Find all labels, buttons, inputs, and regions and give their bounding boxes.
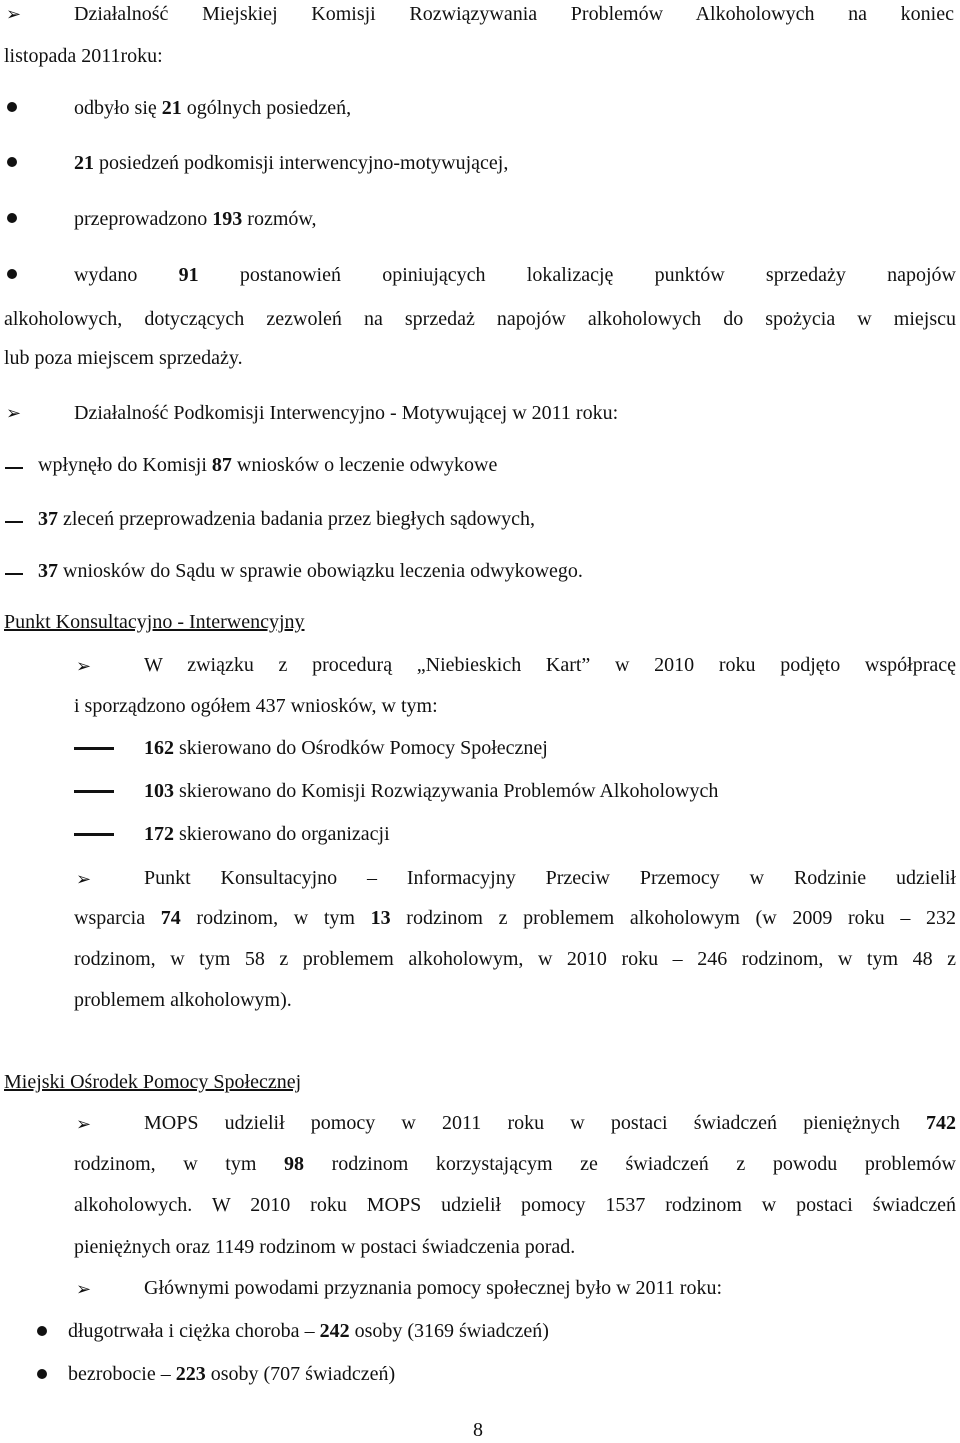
paragraph-cont: wsparcia 74 rodzinom, w tym 13 rodzinom z problemem alkoholowym (w 2009 roku – 232 (74, 907, 956, 929)
bullet-dot-icon (37, 1326, 47, 1336)
paragraph-cont: problemem alkoholowym). (74, 989, 292, 1011)
page-number: 8 (473, 1419, 483, 1441)
section-title: Punkt Konsultacyjno - Interwencyjny (4, 611, 305, 633)
paragraph: MOPS udzielił pomocy w 2011 roku w postaci świadczeń pieniężnych 742 (144, 1112, 956, 1134)
paragraph: Punkt Konsultacyjno – Informacyjny Przeciw Przemocy w Rodzinie udzielił (144, 867, 956, 889)
dash-bullet-icon (5, 573, 23, 575)
paragraph-cont: rodzinom, w tym 98 rodzinom korzystającym ze świadczeń z powodu problemów (74, 1153, 956, 1175)
paragraph: Głównymi powodami przyznania pomocy społecznej było w 2011 roku: (144, 1277, 723, 1299)
list-item: wpłynęło do Komisji 87 wniosków o leczenie odwykowe (38, 454, 498, 476)
arrow-bullet-icon: ➢ (76, 1114, 92, 1134)
section-heading: Działalność Miejskiej Komisji Rozwiązywania Problemów Alkoholowych na koniec (74, 3, 954, 25)
list-item: 162 skierowano do Ośrodków Pomocy Społecznej (144, 737, 548, 759)
list-item: bezrobocie – 223 osoby (707 świadczeń) (68, 1363, 396, 1385)
paragraph-cont: alkoholowych. W 2010 roku MOPS udzielił pomocy 1537 rodzinom w postaci świadczeń (74, 1194, 956, 1216)
section-heading: Działalność Podkomisji Interwencyjno - Motywującej w 2011 roku: (74, 402, 619, 424)
arrow-bullet-icon: ➢ (76, 1279, 92, 1299)
list-item: wydano 91 postanowień opiniujących lokalizację punktów sprzedaży napojów (74, 264, 956, 286)
list-item: 103 skierowano do Komisji Rozwiązywania Problemów Alkoholowych (144, 780, 719, 802)
list-item: 37 wniosków do Sądu w sprawie obowiązku leczenia odwykowego. (38, 560, 583, 582)
arrow-bullet-icon: ➢ (6, 403, 22, 423)
dash-bullet-icon (74, 790, 114, 793)
paragraph-cont: i sporządzono ogółem 437 wniosków, w tym: (74, 695, 438, 717)
bullet-dot-icon (7, 102, 17, 112)
dash-bullet-icon (5, 467, 23, 469)
list-item: 37 zleceń przeprowadzenia badania przez biegłych sądowych, (38, 508, 535, 530)
list-item-cont: lub poza miejscem sprzedaży. (4, 347, 243, 369)
arrow-bullet-icon: ➢ (6, 4, 22, 24)
list-item: 21 posiedzeń podkomisji interwencyjno-motywującej, (74, 152, 509, 174)
bullet-dot-icon (7, 213, 17, 223)
list-item: 172 skierowano do organizacji (144, 823, 390, 845)
section-title: Miejski Ośrodek Pomocy Społecznej (4, 1071, 302, 1093)
list-item: długotrwała i ciężka choroba – 242 osoby (3169 świadczeń) (68, 1320, 549, 1342)
arrow-bullet-icon: ➢ (76, 869, 92, 889)
paragraph: W związku z procedurą „Niebieskich Kart” w 2010 roku podjęto współpracę (144, 654, 956, 676)
dash-bullet-icon (74, 833, 114, 836)
bullet-dot-icon (7, 157, 17, 167)
list-item: odbyło się 21 ogólnych posiedzeń, (74, 97, 352, 119)
dash-bullet-icon (5, 521, 23, 523)
dash-bullet-icon (74, 747, 114, 750)
arrow-bullet-icon: ➢ (76, 656, 92, 676)
section-heading-cont: listopada 2011roku: (4, 45, 163, 67)
bullet-dot-icon (7, 269, 17, 279)
list-item-cont: alkoholowych, dotyczących zezwoleń na sprzedaż napojów alkoholowych do spożycia w miejscu (4, 308, 956, 330)
paragraph-cont: rodzinom, w tym 58 z problemem alkoholowym, w 2010 roku – 246 rodzinom, w tym 48 z (74, 948, 956, 970)
bullet-dot-icon (37, 1369, 47, 1379)
list-item: przeprowadzono 193 rozmów, (74, 208, 317, 230)
paragraph-cont: pieniężnych oraz 1149 rodzinom w postaci świadczenia porad. (74, 1236, 576, 1258)
